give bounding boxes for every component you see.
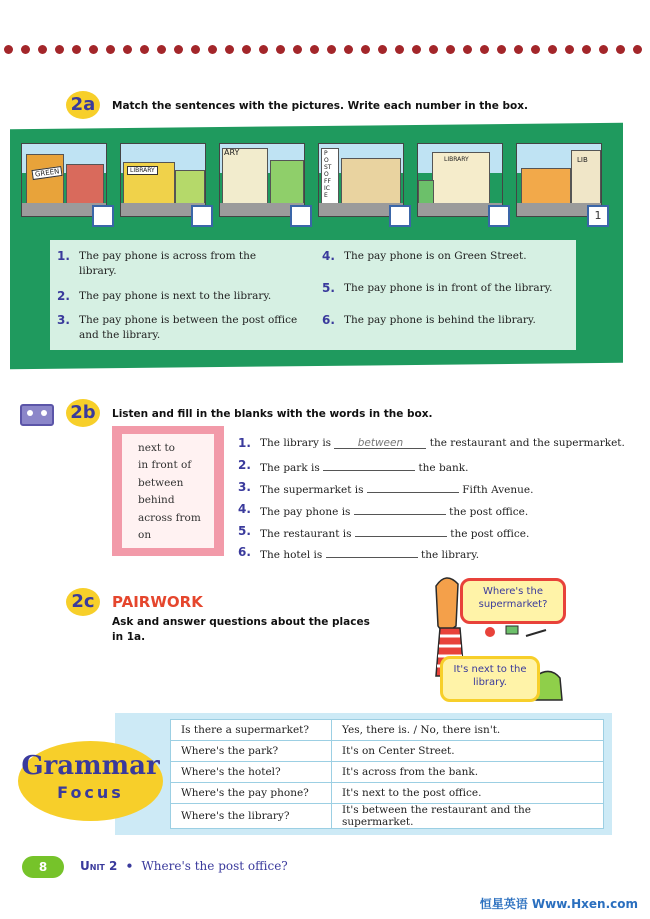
border-dot — [174, 45, 183, 54]
item-number: 2. — [238, 458, 251, 472]
item-text-after: the post office. — [450, 528, 530, 540]
question-bubble-text: Where's the supermarket? — [478, 586, 548, 610]
grammar-question: Where's the park? — [171, 741, 332, 762]
border-dot — [446, 45, 455, 54]
grammar-focus-badge — [18, 741, 163, 821]
sentence-item — [57, 249, 279, 279]
word-box-item: in front of — [138, 459, 192, 471]
item-number: 1. — [238, 436, 251, 450]
border-dot — [548, 45, 557, 54]
watermark: 恒星英语 Www.Hxen.com — [479, 897, 638, 911]
cassette-icon — [20, 404, 54, 426]
sentence-number: 6. — [322, 313, 335, 327]
border-dot — [106, 45, 115, 54]
border-dot — [429, 45, 438, 54]
grammar-row — [171, 741, 604, 762]
sentence-number: 4. — [322, 249, 335, 263]
answer-box-1[interactable] — [92, 205, 114, 227]
sentence-number: 3. — [57, 313, 70, 327]
item-text-before: The pay phone is — [260, 506, 351, 518]
sentence-item — [322, 249, 574, 264]
unit-title-text: Where's the post office? — [141, 859, 288, 873]
border-dot — [497, 45, 506, 54]
word-box-item: behind — [138, 494, 175, 506]
item-number: 6. — [238, 545, 251, 559]
answer-bubble — [440, 656, 540, 702]
grammar-question: Is there a supermarket? — [171, 720, 332, 741]
section-2a-instruction: Match the sentences with the pictures. Write each number in the box. — [112, 100, 529, 112]
word-box-item: next to — [138, 442, 175, 454]
border-dot — [344, 45, 353, 54]
answer-box-6[interactable]: 1 — [587, 205, 609, 227]
answer-box-2[interactable] — [191, 205, 213, 227]
grammar-focus-table — [170, 719, 604, 829]
border-dot — [89, 45, 98, 54]
word-box-item: across from — [138, 512, 201, 524]
section-2c-header — [66, 588, 100, 616]
fill-item — [238, 436, 625, 450]
question-bubble — [460, 578, 566, 624]
border-dot — [293, 45, 302, 54]
border-dot — [531, 45, 540, 54]
border-dot — [55, 45, 64, 54]
grammar-answer: Yes, there is. / No, there isn't. — [332, 720, 604, 741]
focus-title: Focus — [57, 783, 124, 802]
border-dot — [225, 45, 234, 54]
word-box-item: between — [138, 477, 184, 489]
item-text-after: the bank. — [418, 462, 469, 474]
answer-box-4[interactable] — [389, 205, 411, 227]
sentence-number: 1. — [57, 249, 70, 263]
section-badge: 2b — [66, 399, 100, 427]
section-badge: 2c — [66, 588, 100, 616]
grammar-question: Where's the pay phone? — [171, 783, 332, 804]
section-2a-header — [66, 91, 100, 119]
item-text-before: The restaurant is — [260, 528, 352, 540]
item-text-before: The supermarket is — [260, 484, 364, 496]
item-text-before: The park is — [260, 462, 320, 474]
page-number: 8 — [22, 856, 64, 878]
grammar-row — [171, 804, 604, 829]
unit-label: Unit 2 — [80, 859, 118, 873]
border-dot — [514, 45, 523, 54]
answer-box-3[interactable] — [290, 205, 312, 227]
item-number: 5. — [238, 524, 251, 538]
sign-green: GREEN — [31, 166, 62, 180]
section-2b-header — [66, 399, 100, 427]
border-dot — [276, 45, 285, 54]
sign-lib: LIB — [577, 156, 588, 164]
answer-blank[interactable]: between — [334, 437, 426, 449]
section-2c-instruction: Ask and answer questions about the places in 1a. — [112, 616, 370, 643]
border-dot — [633, 45, 642, 54]
border-dot — [310, 45, 319, 54]
answer-blank[interactable] — [367, 481, 459, 493]
grammar-answer: It's on Center Street. — [332, 741, 604, 762]
border-dot — [140, 45, 149, 54]
border-dot — [378, 45, 387, 54]
border-dot — [582, 45, 591, 54]
sentence-text: The pay phone is behind the library. — [344, 314, 536, 326]
sentence-text: The pay phone is in front of the library. — [344, 282, 553, 294]
sign-library: LIBRARY — [127, 166, 158, 175]
item-number: 3. — [238, 480, 251, 494]
border-dot — [123, 45, 132, 54]
grammar-row — [171, 720, 604, 741]
sentence-item — [322, 313, 574, 328]
border-dot — [616, 45, 625, 54]
fill-item — [238, 502, 529, 518]
border-dot — [72, 45, 81, 54]
dotted-border — [0, 45, 650, 57]
fill-item — [238, 545, 480, 561]
border-dot — [242, 45, 251, 54]
border-dot — [191, 45, 200, 54]
answer-blank[interactable] — [355, 525, 447, 537]
grammar-row — [171, 783, 604, 804]
answer-bubble-text: It's next to the library. — [453, 664, 527, 688]
grammar-title: Grammar — [21, 751, 160, 781]
grammar-row — [171, 762, 604, 783]
grammar-answer: It's next to the post office. — [332, 783, 604, 804]
sentence-text: The pay phone is next to the library. — [79, 290, 272, 302]
border-dot — [395, 45, 404, 54]
sentence-number: 2. — [57, 289, 70, 303]
sentence-item — [57, 289, 309, 304]
sentence-text: The pay phone is between the post office and the library. — [79, 314, 298, 341]
border-dot — [412, 45, 421, 54]
answer-box-5[interactable] — [488, 205, 510, 227]
grammar-question: Where's the hotel? — [171, 762, 332, 783]
answer-blank[interactable] — [326, 546, 418, 558]
grammar-question: Where's the library? — [171, 804, 332, 829]
item-text-after: the restaurant and the supermarket. — [429, 437, 625, 449]
border-dot — [565, 45, 574, 54]
fill-item — [238, 524, 530, 540]
sentence-number: 5. — [322, 281, 335, 295]
border-dot — [599, 45, 608, 54]
sign-ary: ARY — [224, 148, 240, 157]
sign-post-office: POST OFFICE — [324, 150, 332, 199]
border-dot — [480, 45, 489, 54]
fill-item — [238, 480, 534, 496]
grammar-answer: It's across from the bank. — [332, 762, 604, 783]
section-badge: 2a — [66, 91, 100, 119]
item-text-before: The library is — [260, 437, 332, 449]
pairwork-title: PAIRWORK — [112, 593, 203, 611]
sentence-text: The pay phone is across from the library. — [79, 250, 257, 277]
border-dot — [327, 45, 336, 54]
sentence-text: The pay phone is on Green Street. — [344, 250, 527, 262]
word-box-item: on — [138, 529, 152, 541]
border-dot — [21, 45, 30, 54]
section-2b-instruction: Listen and fill in the blanks with the words in the box. — [112, 408, 433, 420]
grammar-answer: It's between the restaurant and the supermarket. — [332, 804, 604, 829]
border-dot — [38, 45, 47, 54]
item-number: 4. — [238, 502, 251, 516]
sentence-item — [322, 281, 574, 296]
bullet: • — [125, 859, 134, 873]
sentence-item — [57, 313, 307, 343]
border-dot — [208, 45, 217, 54]
item-text-after: Fifth Avenue. — [462, 484, 534, 496]
fill-item — [238, 458, 469, 474]
item-text-after: the library. — [420, 549, 480, 561]
border-dot — [4, 45, 13, 54]
border-dot — [259, 45, 268, 54]
border-dot — [361, 45, 370, 54]
unit-title — [80, 859, 288, 873]
answer-blank[interactable] — [354, 503, 446, 515]
answer-blank[interactable] — [323, 459, 415, 471]
border-dot — [463, 45, 472, 54]
sign-library-2: LIBRARY — [444, 156, 469, 163]
item-text-after: the post office. — [449, 506, 529, 518]
item-text-before: The hotel is — [260, 549, 323, 561]
border-dot — [157, 45, 166, 54]
